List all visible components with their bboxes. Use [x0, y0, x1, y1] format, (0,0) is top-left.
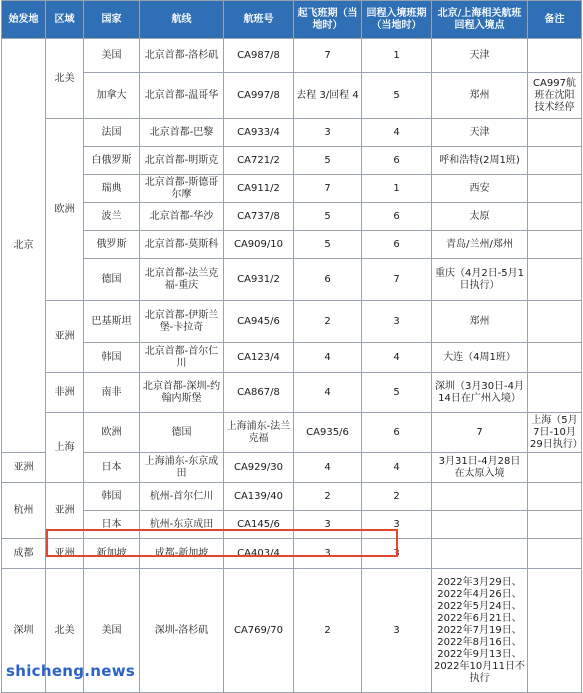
flight-cell: CA867/8 [224, 373, 294, 413]
entry-cell: 大连（4周1班） [432, 343, 528, 373]
table-row [2, 511, 582, 539]
entry-cell: 3月31日-4月28日在太原入境 [432, 453, 528, 483]
entry-cell: 青岛/兰州/郑州 [432, 231, 528, 259]
country-cell: 韩国 [84, 483, 140, 511]
region-cell: 欧洲 [46, 119, 84, 301]
flight-cell: CA911/2 [224, 175, 294, 203]
entry-cell [432, 511, 528, 539]
entry-cell [432, 483, 528, 511]
country-cell: 俄罗斯 [84, 231, 140, 259]
return-cell: 6 [362, 203, 432, 231]
region-cell: 北美 [46, 39, 84, 119]
header-country: 国家 [84, 1, 140, 39]
entry-cell: 深圳（3月30日-4月14日在广州入境） [432, 373, 528, 413]
departure-cell: 2 [294, 569, 362, 693]
entry-cell: 西安 [432, 175, 528, 203]
header-origin: 始发地 [2, 1, 46, 39]
country-cell: 日本 [84, 453, 140, 483]
return-cell: 4 [362, 343, 432, 373]
note-cell [528, 343, 582, 373]
note-cell [528, 231, 582, 259]
flight-cell: CA737/8 [224, 203, 294, 231]
watermark: shicheng.news [6, 662, 136, 680]
entry-cell: 上海（5月7日-10月29日执行） [528, 413, 582, 453]
flight-cell: CA721/2 [224, 147, 294, 175]
departure-cell: 3 [294, 539, 362, 569]
table-row [2, 73, 582, 119]
route-cell: 北京首都-华沙 [140, 203, 224, 231]
note-cell [528, 259, 582, 301]
departure-cell: 7 [294, 39, 362, 73]
departure-cell: 2 [294, 483, 362, 511]
header-route: 航线 [140, 1, 224, 39]
departure-cell: 6 [294, 259, 362, 301]
flight-cell: CA145/6 [224, 511, 294, 539]
entry-cell: 呼和浩特(2周1班) [432, 147, 528, 175]
return-cell: 4 [362, 119, 432, 147]
route-cell: 上海浦东-东京成田 [140, 453, 224, 483]
entry-cell: 2022年3月29日、2022年4月26日、2022年5月24日、2022年6月21日、2022年7月19日、2022年8月16日、2022年9月13日、2022年10月11日不执行 [432, 569, 528, 693]
table-row [2, 175, 582, 203]
header-row [2, 1, 582, 39]
note-cell [528, 119, 582, 147]
region-cell: 亚洲 [46, 539, 84, 569]
departure-cell: 3 [294, 119, 362, 147]
route-cell: 北京首都-斯德哥尔摩 [140, 175, 224, 203]
entry-cell: 郑州 [432, 301, 528, 343]
route-cell: 北京首都-洛杉矶 [140, 39, 224, 73]
route-cell: 北京首都-明斯克 [140, 147, 224, 175]
table-row [2, 301, 582, 343]
flight-cell: CA931/2 [224, 259, 294, 301]
return-cell: 1 [362, 39, 432, 73]
region-cell: 亚洲 [2, 453, 46, 483]
table-row [2, 373, 582, 413]
departure-cell: 去程 3/回程 4 [294, 73, 362, 119]
country-cell: 美国 [84, 569, 140, 693]
region-cell: 欧洲 [84, 413, 140, 453]
note-cell [528, 147, 582, 175]
header-departure: 起飞班期（当地时） [294, 1, 362, 39]
note-cell [528, 39, 582, 73]
flight-cell: CA909/10 [224, 231, 294, 259]
table-row [2, 259, 582, 301]
departure-cell: 4 [294, 373, 362, 413]
entry-cell: 太原 [432, 203, 528, 231]
country-cell: 巴基斯坦 [84, 301, 140, 343]
departure-cell: 7 [294, 175, 362, 203]
country-cell: 日本 [84, 511, 140, 539]
flight-cell: CA769/70 [224, 569, 294, 693]
route-cell: 北京首都-巴黎 [140, 119, 224, 147]
return-cell: 1 [362, 175, 432, 203]
return-cell: 3 [362, 569, 432, 693]
return-cell: 5 [362, 73, 432, 119]
return-cell: 3 [362, 301, 432, 343]
flight-cell: CA935/6 [294, 413, 362, 453]
table-row [2, 483, 582, 511]
note-cell [528, 539, 582, 569]
departure-cell: 5 [294, 147, 362, 175]
region-cell: 亚洲 [46, 301, 84, 373]
flight-cell: CA933/4 [224, 119, 294, 147]
country-cell: 美国 [84, 39, 140, 73]
country-cell: 新加坡 [84, 539, 140, 569]
table-row [2, 343, 582, 373]
return-cell: 5 [362, 373, 432, 413]
country-cell: 法国 [84, 119, 140, 147]
note-cell [528, 175, 582, 203]
origin-cell: 杭州 [2, 483, 46, 539]
flight-cell: CA139/40 [224, 483, 294, 511]
flight-cell: CA403/4 [224, 539, 294, 569]
flight-cell: CA945/6 [224, 301, 294, 343]
table-row [2, 231, 582, 259]
header-region: 区域 [46, 1, 84, 39]
route-cell: 深圳-洛杉矶 [140, 569, 224, 693]
country-cell: 韩国 [84, 343, 140, 373]
region-cell: 亚洲 [46, 483, 84, 539]
country-cell: 德国 [140, 413, 224, 453]
flight-cell: CA987/8 [224, 39, 294, 73]
table-row [2, 119, 582, 147]
route-cell: 杭州-首尔仁川 [140, 483, 224, 511]
route-cell: 杭州-东京成田 [140, 511, 224, 539]
departure-cell: 2 [294, 301, 362, 343]
origin-cell: 北京 [2, 39, 46, 453]
note-cell [528, 511, 582, 539]
origin-cell: 成都 [2, 539, 46, 569]
note-cell: CA997航班在沈阳技术经停 [528, 73, 582, 119]
note-cell [528, 373, 582, 413]
flight-table [1, 0, 582, 693]
route-cell: 北京首都-莫斯科 [140, 231, 224, 259]
country-cell: 德国 [84, 259, 140, 301]
route-cell: 成都-新加坡 [140, 539, 224, 569]
flight-cell: CA997/8 [224, 73, 294, 119]
route-cell: 北京首都-首尔仁川 [140, 343, 224, 373]
departure-cell: 5 [294, 231, 362, 259]
route-cell: 北京首都-温哥华 [140, 73, 224, 119]
entry-cell: 郑州 [432, 73, 528, 119]
table-row [2, 413, 582, 453]
return-cell: 7 [432, 413, 528, 453]
departure-cell: 6 [362, 413, 432, 453]
origin-cell: 深圳 [2, 569, 46, 693]
table-row [2, 147, 582, 175]
country-cell: 白俄罗斯 [84, 147, 140, 175]
origin-cell: 上海 [46, 413, 84, 483]
table-row [2, 203, 582, 231]
return-cell: 6 [362, 231, 432, 259]
route-cell: 北京首都-伊斯兰堡-卡拉奇 [140, 301, 224, 343]
entry-cell: 天津 [432, 119, 528, 147]
route-cell: 北京首都-法兰克福-重庆 [140, 259, 224, 301]
departure-cell: 4 [294, 453, 362, 483]
return-cell: 7 [362, 259, 432, 301]
route-cell: 北京首都-深圳-约翰内斯堡 [140, 373, 224, 413]
departure-cell: 3 [294, 511, 362, 539]
note-cell [528, 203, 582, 231]
country-cell: 加拿大 [84, 73, 140, 119]
region-cell: 非洲 [46, 373, 84, 413]
header-flight-no: 航班号 [224, 1, 294, 39]
header-entry-point: 北京/上海相关航班回程入境点 [432, 1, 528, 39]
flight-cell: CA929/30 [224, 453, 294, 483]
return-cell: 3 [362, 539, 432, 569]
country-cell: 南非 [84, 373, 140, 413]
note-cell [528, 569, 582, 693]
header-return: 回程入境班期（当地时） [362, 1, 432, 39]
table-row [2, 39, 582, 73]
table-row [2, 453, 582, 483]
note-cell [528, 301, 582, 343]
country-cell: 波兰 [84, 203, 140, 231]
table-row [2, 539, 582, 569]
country-cell: 瑞典 [84, 175, 140, 203]
departure-cell: 5 [294, 203, 362, 231]
header-note: 备注 [528, 1, 582, 39]
return-cell: 2 [362, 483, 432, 511]
entry-cell [432, 539, 528, 569]
departure-cell: 4 [294, 343, 362, 373]
route-cell: 上海浦东-法兰克福 [224, 413, 294, 453]
return-cell: 3 [362, 511, 432, 539]
entry-cell: 重庆（4月2日-5月1日执行） [432, 259, 528, 301]
note-cell [528, 453, 582, 483]
note-cell [528, 483, 582, 511]
return-cell: 6 [362, 147, 432, 175]
entry-cell: 天津 [432, 39, 528, 73]
return-cell: 4 [362, 453, 432, 483]
flight-cell: CA123/4 [224, 343, 294, 373]
region-cell: 北美 [46, 569, 84, 693]
